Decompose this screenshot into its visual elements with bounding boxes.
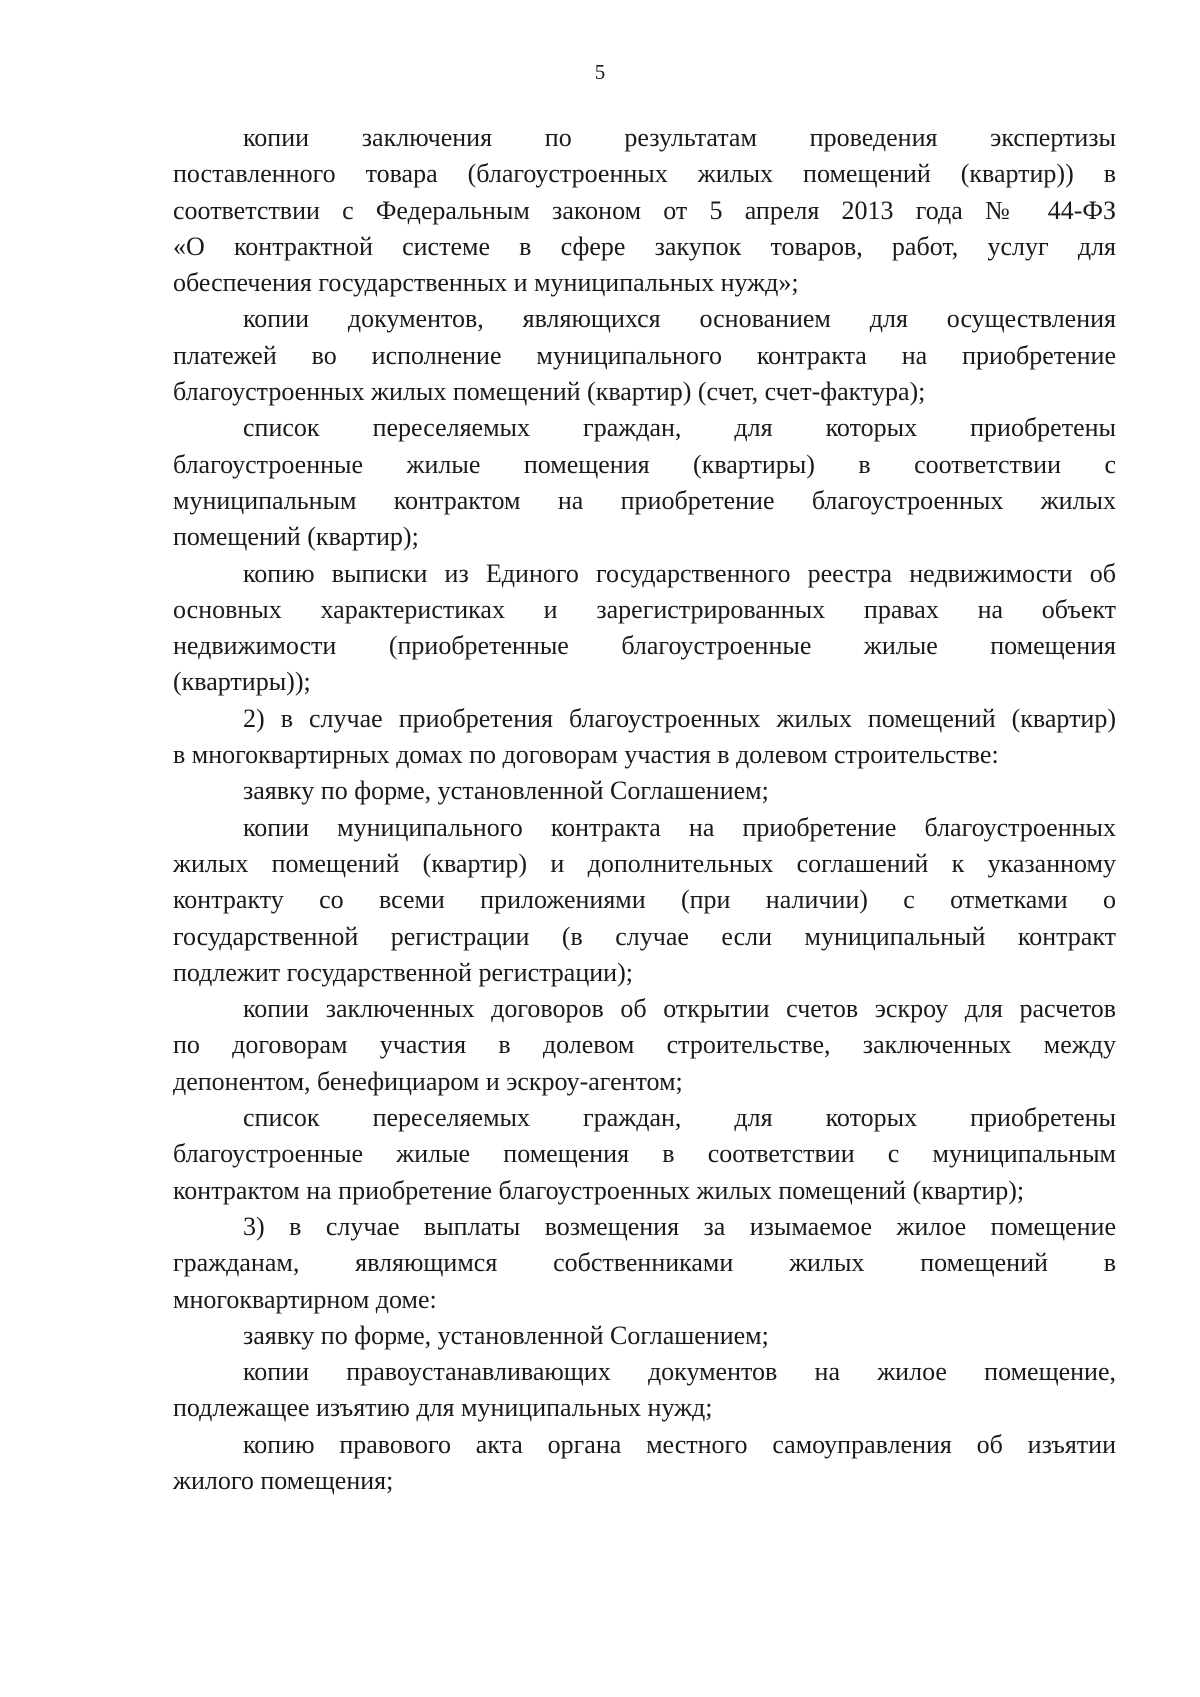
text-line: копию выписки из Единого государственного реестра недвижимости об <box>243 558 1116 588</box>
text-line: по договорам участия в долевом строительстве, заключенных между <box>173 1030 1116 1060</box>
paragraph <box>173 120 1116 301</box>
text-line: благоустроенные жилые помещения (квартиры) в соответствии с <box>173 449 1116 479</box>
paragraph <box>173 1427 1116 1500</box>
text-line: «О контрактной системе в сфере закупок товаров, работ, услуг для <box>173 231 1116 261</box>
text-line: многоквартирном доме: <box>173 1284 437 1314</box>
text-line: список переселяемых граждан, для которых приобретены <box>243 1103 1116 1133</box>
document-body <box>173 120 1116 1499</box>
text-line: обеспечения государственных и муниципальных нужд»; <box>173 268 799 298</box>
paragraph <box>173 556 1116 701</box>
text-line: 3) в случае выплаты возмещения за изымаемое жилое помещение <box>243 1211 1116 1241</box>
text-line: платежей во исполнение муниципального контракта на приобретение <box>173 340 1116 370</box>
paragraph <box>173 810 1116 991</box>
text-line: благоустроенные жилые помещения в соответствии с муниципальным <box>173 1139 1116 1169</box>
paragraph <box>173 701 1116 774</box>
text-line: (квартиры)); <box>173 667 311 697</box>
text-line: поставленного товара (благоустроенных жилых помещений (квартир)) в <box>173 159 1116 189</box>
text-line: 2) в случае приобретения благоустроенных жилых помещений (квартир) <box>243 703 1116 733</box>
text-line: благоустроенных жилых помещений (квартир) (счет, счет-фактура); <box>173 377 926 407</box>
paragraph <box>173 1209 1116 1318</box>
text-line: список переселяемых граждан, для которых приобретены <box>243 413 1116 443</box>
text-line: копии заключения по результатам проведения экспертизы <box>243 123 1116 152</box>
text-line: гражданам, являющимся собственниками жилых помещений в <box>173 1248 1116 1278</box>
text-line: подлежит государственной регистрации); <box>173 957 633 987</box>
paragraph <box>173 410 1116 555</box>
text-line: жилых помещений (квартир) и дополнительных соглашений к указанному <box>173 848 1116 878</box>
page-number: 5 <box>594 60 606 84</box>
text-line: копии заключенных договоров об открытии счетов эскроу для расчетов <box>243 994 1116 1024</box>
text-line: заявку по форме, установленной Соглашением; <box>243 1320 769 1350</box>
text-line: копию правового акта органа местного самоуправления об изъятии <box>243 1429 1116 1459</box>
text-line: контрактом на приобретение благоустроенных жилых помещений (квартир); <box>173 1175 1025 1205</box>
paragraph <box>173 991 1116 1100</box>
text-line: копии правоустанавливающих документов на жилое помещение, <box>243 1357 1116 1387</box>
paragraph <box>173 1100 1116 1209</box>
text-line: депонентом, бенефициаром и эскроу-агентом; <box>173 1066 683 1096</box>
text-line: заявку по форме, установленной Соглашением; <box>243 776 769 806</box>
text-line: копии муниципального контракта на приобретение благоустроенных <box>243 812 1116 842</box>
paragraph <box>173 1354 1116 1427</box>
text-line: соответствии с Федеральным законом от 5 апреля 2013 года № 44-ФЗ <box>173 195 1116 225</box>
text-line: подлежащее изъятию для муниципальных нужд; <box>173 1393 713 1423</box>
text-line: государственной регистрации (в случае если муниципальный контракт <box>173 921 1116 951</box>
paragraph <box>173 773 1116 809</box>
text-line: в многоквартирных домах по договорам участия в долевом строительстве: <box>173 740 999 770</box>
text-line: контракту со всеми приложениями (при наличии) с отметками о <box>173 885 1116 915</box>
paragraph <box>173 301 1116 410</box>
text-line: муниципальным контрактом на приобретение благоустроенных жилых <box>173 485 1116 515</box>
text-line: недвижимости (приобретенные благоустроенные жилые помещения <box>173 631 1116 661</box>
text-line: копии документов, являющихся основанием для осуществления <box>243 304 1116 334</box>
paragraph <box>173 1318 1116 1354</box>
text-line: помещений (квартир); <box>173 522 419 552</box>
text-line: основных характеристиках и зарегистрированных правах на объект <box>173 594 1116 624</box>
text-line: жилого помещения; <box>173 1465 394 1495</box>
